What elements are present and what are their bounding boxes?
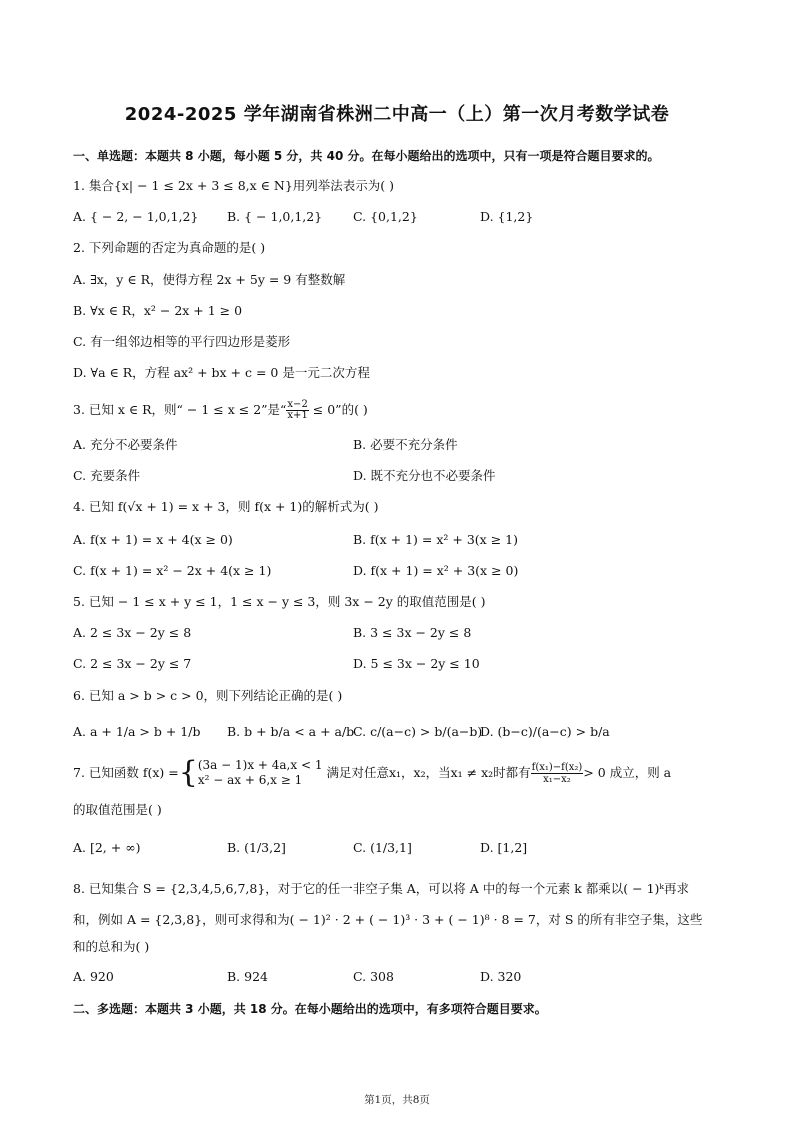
question-8-option-b: B. 924 [227, 969, 268, 984]
question-7-option-b: B. (1/3,2] [227, 840, 286, 855]
question-8-option-d: D. 320 [480, 969, 522, 984]
question-3-stem-pre: 3. 已知 x ∈ R，则“ − 1 ≤ x ≤ 2”是“ [73, 402, 287, 417]
question-2-stem: 2. 下列命题的否定为真命题的是( ) [73, 240, 266, 255]
question-7-option-c: C. (1/3,1] [353, 840, 412, 855]
question-7-stem-line-2: 的取值范围是( ) [73, 802, 162, 817]
question-4-option-b: B. f(x + 1) = x² + 3(x ≥ 1) [353, 532, 518, 547]
question-3-stem [73, 400, 368, 421]
question-3-fraction-numerator: x−2 [287, 399, 308, 410]
question-4-option-d: D. f(x + 1) = x² + 3(x ≥ 0) [353, 563, 519, 578]
question-1-option-a: A. { − 2, − 1,0,1,2} [73, 209, 199, 224]
question-5-stem: 5. 已知 − 1 ≤ x + y ≤ 1，1 ≤ x − y ≤ 3，则 3x − 2y 的取值范围是( ) [73, 594, 486, 609]
question-6-stem: 6. 已知 a > b > c > 0，则下列结论正确的是( ) [73, 688, 343, 703]
question-7-fraction-numerator: f(x₁)−f(x₂) [531, 761, 583, 773]
question-4-stem: 4. 已知 f(√x + 1) = x + 3，则 f(x + 1)的解析式为( ) [73, 499, 379, 514]
question-5-option-c: C. 2 ≤ 3x − 2y ≤ 7 [73, 656, 192, 671]
question-7-stem-post: > 0 成立，则 a [583, 765, 672, 780]
question-3-fraction [286, 400, 308, 421]
question-6-option-c: C. c/(a−c) > b/(a−b) [353, 724, 483, 739]
question-7-stem-pre: 7. 已知函数 f(x) = [73, 765, 179, 780]
question-3-option-c: C. 充要条件 [73, 468, 141, 483]
question-1-option-d: D. {1,2} [480, 209, 534, 224]
question-6-option-b: B. b + b/a < a + a/b [227, 724, 355, 739]
question-7-fraction [531, 762, 584, 785]
question-6-option-a: A. a + 1/a > b + 1/b [73, 724, 201, 739]
question-7-option-a: A. [2, + ∞) [73, 840, 141, 855]
question-6-option-d: D. (b−c)/(a−c) > b/a [480, 724, 610, 739]
question-8-option-a: A. 920 [73, 969, 114, 984]
question-5-option-b: B. 3 ≤ 3x − 2y ≤ 8 [353, 625, 472, 640]
question-8-stem-line-1: 8. 已知集合 S = {2,3,4,5,6,7,8}，对于它的任一非空子集 A，可以将 A 中的每一个元素 k 都乘以( − 1)ᵏ再求 [73, 881, 689, 896]
question-3-stem-post: ≤ 0”的( ) [308, 402, 368, 417]
question-5-option-d: D. 5 ≤ 3x − 2y ≤ 10 [353, 656, 480, 671]
question-7-case-2: x² − ax + 6,x ≥ 1 [197, 773, 303, 787]
question-4-option-a: A. f(x + 1) = x + 4(x ≥ 0) [73, 532, 233, 547]
question-7-option-d: D. [1,2] [480, 840, 528, 855]
question-4-option-c: C. f(x + 1) = x² − 2x + 4(x ≥ 1) [73, 563, 272, 578]
question-3-option-b: B. 必要不充分条件 [353, 437, 458, 452]
question-1-option-c: C. {0,1,2} [353, 209, 418, 224]
question-8-stem-line-2: 和，例如 A = {2,3,8}，则可求得和为( − 1)² · 2 + ( − 1)³ · 3 + ( − 1)⁸ · 8 = 7，对 S 的所有非空子集，这些 [73, 912, 703, 927]
question-7-brace: { [178, 755, 198, 790]
question-7-stem [73, 755, 672, 794]
question-5-option-a: A. 2 ≤ 3x − 2y ≤ 8 [73, 625, 192, 640]
section-heading-single-choice: 一、单选题：本题共 8 小题，每小题 5 分，共 40 分。在每小题给出的选项中，只有一项是符合题目要求的。 [73, 149, 660, 163]
page-footer: 第1页，共8页 [364, 1094, 430, 1106]
question-2-option-a: A. ∃x，y ∈ R，使得方程 2x + 5y = 9 有整数解 [73, 272, 346, 287]
question-8-option-c: C. 308 [353, 969, 394, 984]
question-2-option-c: C. 有一组邻边相等的平行四边形是菱形 [73, 334, 291, 349]
question-3-fraction-denominator: x+1 [287, 410, 308, 421]
question-1-stem: 1. 集合{x| − 1 ≤ 2x + 3 ≤ 8,x ∈ N}用列举法表示为( ) [73, 178, 394, 193]
question-7-stem-mid: 满足对任意x₁，x₂，当x₁ ≠ x₂时都有 [326, 765, 531, 780]
question-7-piecewise [198, 758, 323, 788]
question-2-option-d: D. ∀a ∈ R，方程 ax² + bx + c = 0 是一元二次方程 [73, 365, 370, 380]
question-7-case-1: (3a − 1)x + 4a,x < 1 [197, 758, 323, 772]
question-8-stem-line-3: 和的总和为( ) [73, 939, 150, 954]
exam-title: 2024-2025 学年湖南省株洲二中高一（上）第一次月考数学试卷 [124, 104, 670, 125]
section-heading-multiple-choice: 二、多选题：本题共 3 小题，共 18 分。在每小题给出的选项中，有多项符合题目要求。 [73, 1002, 547, 1016]
question-3-option-d: D. 既不充分也不必要条件 [353, 468, 496, 483]
question-7-fraction-denominator: x₁−x₂ [543, 773, 571, 785]
question-3-option-a: A. 充分不必要条件 [73, 437, 178, 452]
question-1-option-b: B. { − 1,0,1,2} [227, 209, 323, 224]
question-2-option-b: B. ∀x ∈ R，x² − 2x + 1 ≥ 0 [73, 303, 243, 318]
